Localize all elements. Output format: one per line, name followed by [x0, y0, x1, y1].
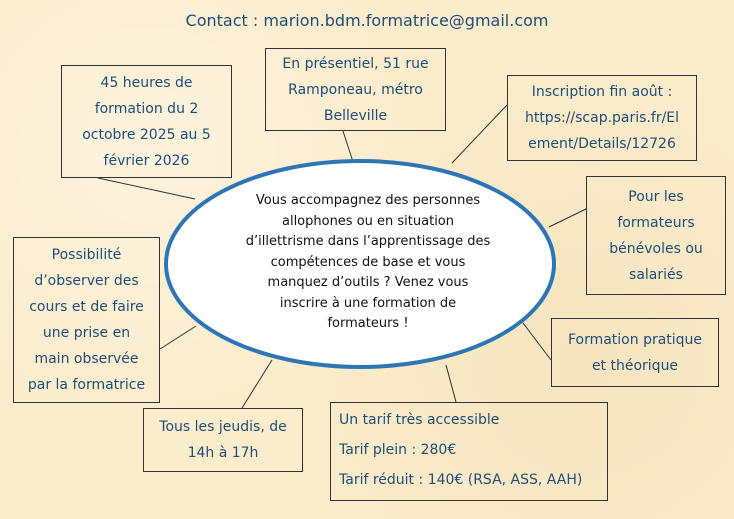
box-line: bénévoles ou	[609, 240, 703, 257]
box-line: Ramponeau, métro	[288, 81, 423, 98]
pricing-box	[330, 402, 608, 501]
box-line: formation du 2	[94, 100, 199, 117]
connector-observe	[160, 326, 196, 349]
center-line: manquez d’outils ? Venez vous	[267, 275, 469, 290]
connector-audience	[549, 209, 586, 227]
box-line: Inscription fin août :	[531, 84, 673, 100]
box-line: Possibilité	[51, 247, 122, 263]
box-line: octobre 2025 au 5	[82, 126, 211, 143]
contact-email: Contact : marion.bdm.formatrice@gmail.com	[185, 11, 549, 30]
audience-box	[586, 176, 726, 295]
box-line: d’observer des	[34, 273, 139, 289]
box-line: Belleville	[323, 107, 388, 124]
pricing-reduced: Tarif réduit : 140€ (RSA, ASS, AAH)	[339, 472, 583, 488]
location-box	[265, 48, 446, 131]
box-line: février 2026	[103, 152, 190, 169]
connector-registration	[452, 105, 507, 163]
pricing-full: Tarif plein : 280€	[339, 442, 457, 458]
box-line: salariés	[629, 266, 683, 283]
center-line: inscrire à une formation de	[279, 295, 457, 311]
observe-box	[13, 237, 160, 403]
center-message	[232, 191, 504, 335]
box-line: main observée	[34, 351, 139, 367]
center-line: formateurs !	[327, 316, 409, 331]
box-line: Pour les	[628, 188, 684, 205]
schedule-box	[143, 408, 303, 472]
box-line: Tous les jeudis, de	[159, 419, 287, 435]
center-line: d’illettrisme dans l’apprentissage des	[245, 234, 491, 249]
center-line: compétences de base et vous	[270, 254, 466, 270]
connector-hours	[98, 178, 195, 199]
box-line: ement/Details/12726	[528, 136, 676, 152]
box-line: Formation pratique	[567, 331, 703, 348]
box-line: une prise en	[42, 325, 131, 341]
hours-box	[61, 65, 232, 178]
box-line: En présentiel, 51 rue	[282, 55, 429, 72]
box-line: formateurs	[617, 214, 695, 231]
box-line: par la formatrice	[27, 377, 146, 393]
connector-training	[523, 323, 551, 360]
center-line: allophones ou en situation	[281, 213, 454, 229]
training-box	[551, 318, 719, 387]
box-line: https://scap.paris.fr/El	[524, 110, 680, 126]
box-line: et théorique	[591, 357, 679, 374]
center-line: Vous accompagnez des personnes	[255, 193, 481, 208]
box-line: 45 heures de	[100, 74, 193, 91]
box-line: 14h à 17h	[187, 445, 259, 461]
registration-box	[507, 75, 697, 161]
connector-pricing	[446, 365, 456, 402]
connector-schedule	[242, 360, 272, 408]
pricing-title: Un tarif très accessible	[339, 412, 500, 428]
box-line: cours et de faire	[29, 299, 144, 315]
